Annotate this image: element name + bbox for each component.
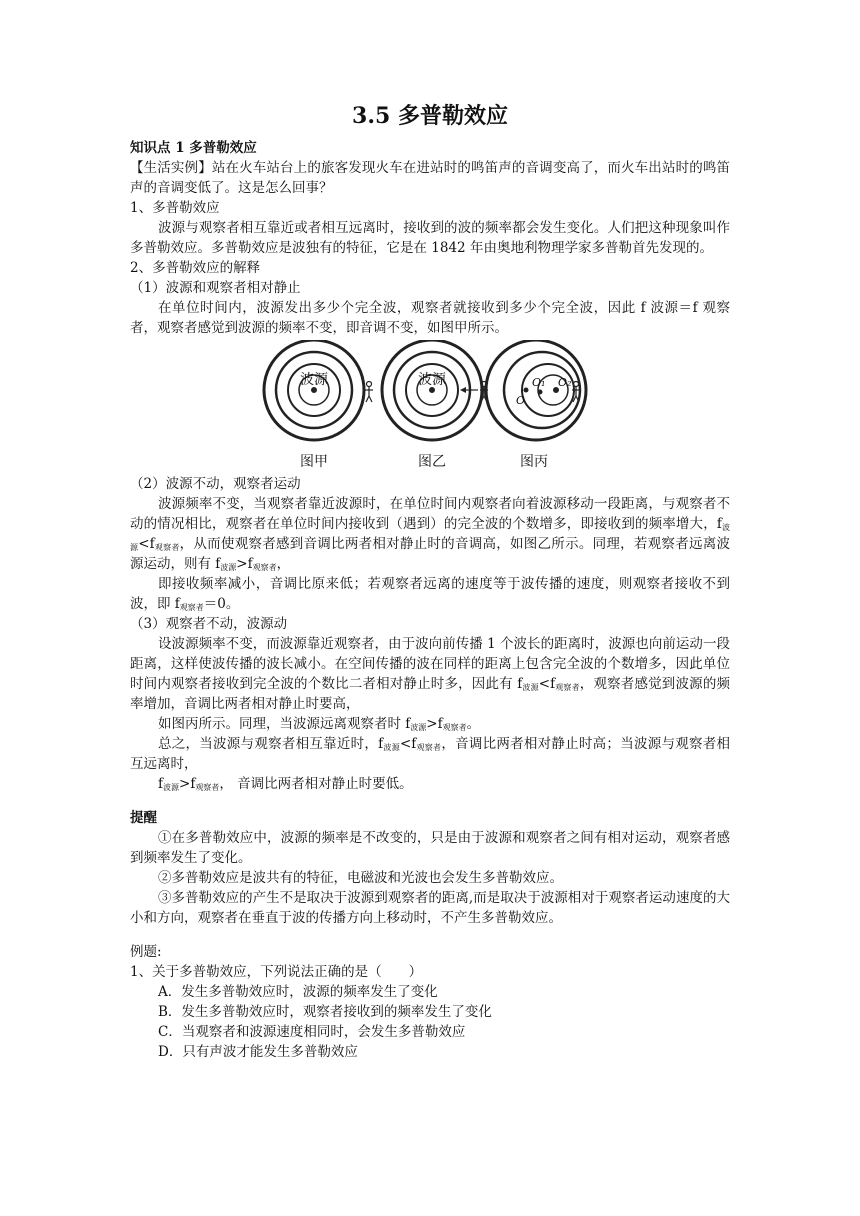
section-1-body: 波源与观察者相互靠近或者相互远离时，接收到的波的频率都会发生变化。人们把这种现象叫作多普勒效应。多普勒效应是波独有的特征，它是在 1842 年由奥地利物理学家多普勒首先发现的。 <box>130 220 730 256</box>
doppler-diagram <box>256 340 596 472</box>
life-example: 【生活实例】站在火车站台上的旅客发现火车在进站时的鸣笛声的音调变高了，而火车出站时的鸣笛声的音调变低了。这是怎么回事？ <box>130 160 730 196</box>
doppler-figure <box>130 340 730 472</box>
section-1-title: 1、多普勒效应 <box>130 200 220 216</box>
knowledge-point-heading: 知识点 1 多普勒效应 <box>130 140 257 156</box>
option-d: D．只有声波才能发生多普勒效应 <box>158 1044 358 1060</box>
case-2-title: （2）波源不动，观察者运动 <box>130 476 301 492</box>
tip-heading: 提醒 <box>130 810 157 826</box>
option-a: A．发生多普勒效应时，波源的频率发生了变化 <box>158 984 438 1000</box>
tip-1: ①在多普勒效应中，波源的频率是不改变的，只是由于波源和观察者之间有相对运动，观察者感到频率发生了变化。 <box>130 830 730 866</box>
label-o1: O₁ <box>532 376 546 389</box>
case-1-body: 在单位时间内，波源发出多少个完全波，观察者就接收到多少个完全波，因此 f 波源＝f 观察者，观察者感觉到波源的频率不变，即音调不变，如图甲所示。 <box>130 300 730 336</box>
label-o2: O₂ <box>558 376 572 389</box>
tip-3: ③多普勒效应的产生不是取决于波源到观察者的距离,而是取决于波源相对于观察者运动速度的大小和方向，观察者在垂直于波的传播方向上移动时，不产生多普勒效应。 <box>130 890 730 926</box>
caption-b: 图乙 <box>418 454 446 470</box>
summary-paragraph: 总之，当波源与观察者相互靠近时，$f_{波源}<f_{观察者}$，音调比两者相对静止时高；当波源与观察者相互远离时， <box>130 736 731 772</box>
case-3-title: （3）观察者不动，波源动 <box>130 616 288 632</box>
label-o: O <box>516 394 526 407</box>
tip-2: ②多普勒效应是波共有的特征，电磁波和光波也会发生多普勒效应。 <box>158 870 563 886</box>
case-2-paragraph-1: 波源频率不变，当观察者靠近波源时，在单位时间内观察者向着波源移动一段距离，与观察者不动的情况相比，观察者在单位时间内接收到（遇到）的完全波的个数增多，即接收到的频率增大，$f_{波源}<f_{观察者}$，从而使观察者感到音调比两者相对静止时的音调高，如图乙所示。同理，若观察者远离波源运动，则有 $f_{波源}>f_{观察者}$， <box>130 496 731 572</box>
option-b: B．发生多普勒效应时，观察者接收到的频率发生了变化 <box>158 1004 492 1020</box>
example-heading: 例题: <box>130 944 162 960</box>
case-3-paragraph-2: 如图丙所示。同理，当波源远离观察者时 $f_{波源}>f_{观察者}$。 <box>158 716 481 732</box>
caption-c: 图丙 <box>520 454 548 470</box>
summary-paragraph-2: $f_{波源}>f_{观察者}$， 音调比两者相对静止时要低。 <box>158 776 413 792</box>
section-2-title: 2、多普勒效应的解释 <box>130 260 261 276</box>
case-1-title: （1）波源和观察者相对静止 <box>130 280 301 296</box>
case-2-paragraph-2: 即接收频率减小，音调比原来低；若观察者远离的速度等于波传播的速度，则观察者接收不到波，即 $f_{观察者}=0$。 <box>130 576 730 612</box>
option-c: C．当观察者和波源速度相同时，会发生多普勒效应 <box>158 1024 466 1040</box>
figure-panel-a <box>264 340 373 440</box>
label-source-b: 波源 <box>418 372 446 388</box>
case-3-paragraph-1: 设波源频率不变，而波源靠近观察者，由于波向前传播 1 个波长的距离时，波源也向前运动一段距离，这样使波传播的波长减小。在空间传播的波在同样的距离上包含完全波的个数增多，因此单位时间内观察者接收到完全波的个数比二者相对静止时多，因此有 $f_{波源}<f_{观察者}$，观察者感觉到波源的频率增加，音调比两者相对静止时要高， <box>130 636 730 712</box>
label-source-a: 波源 <box>300 372 328 388</box>
observer-figure-icon <box>365 382 373 403</box>
figure-panel-b <box>382 340 488 440</box>
page-title: 3.5 多普勒效应 <box>352 103 508 129</box>
figure-panel-c <box>486 340 586 440</box>
caption-a: 图甲 <box>300 454 328 470</box>
question-1: 1、关于多普勒效应，下列说法正确的是（ ） <box>130 964 423 980</box>
document-page <box>130 100 730 1062</box>
